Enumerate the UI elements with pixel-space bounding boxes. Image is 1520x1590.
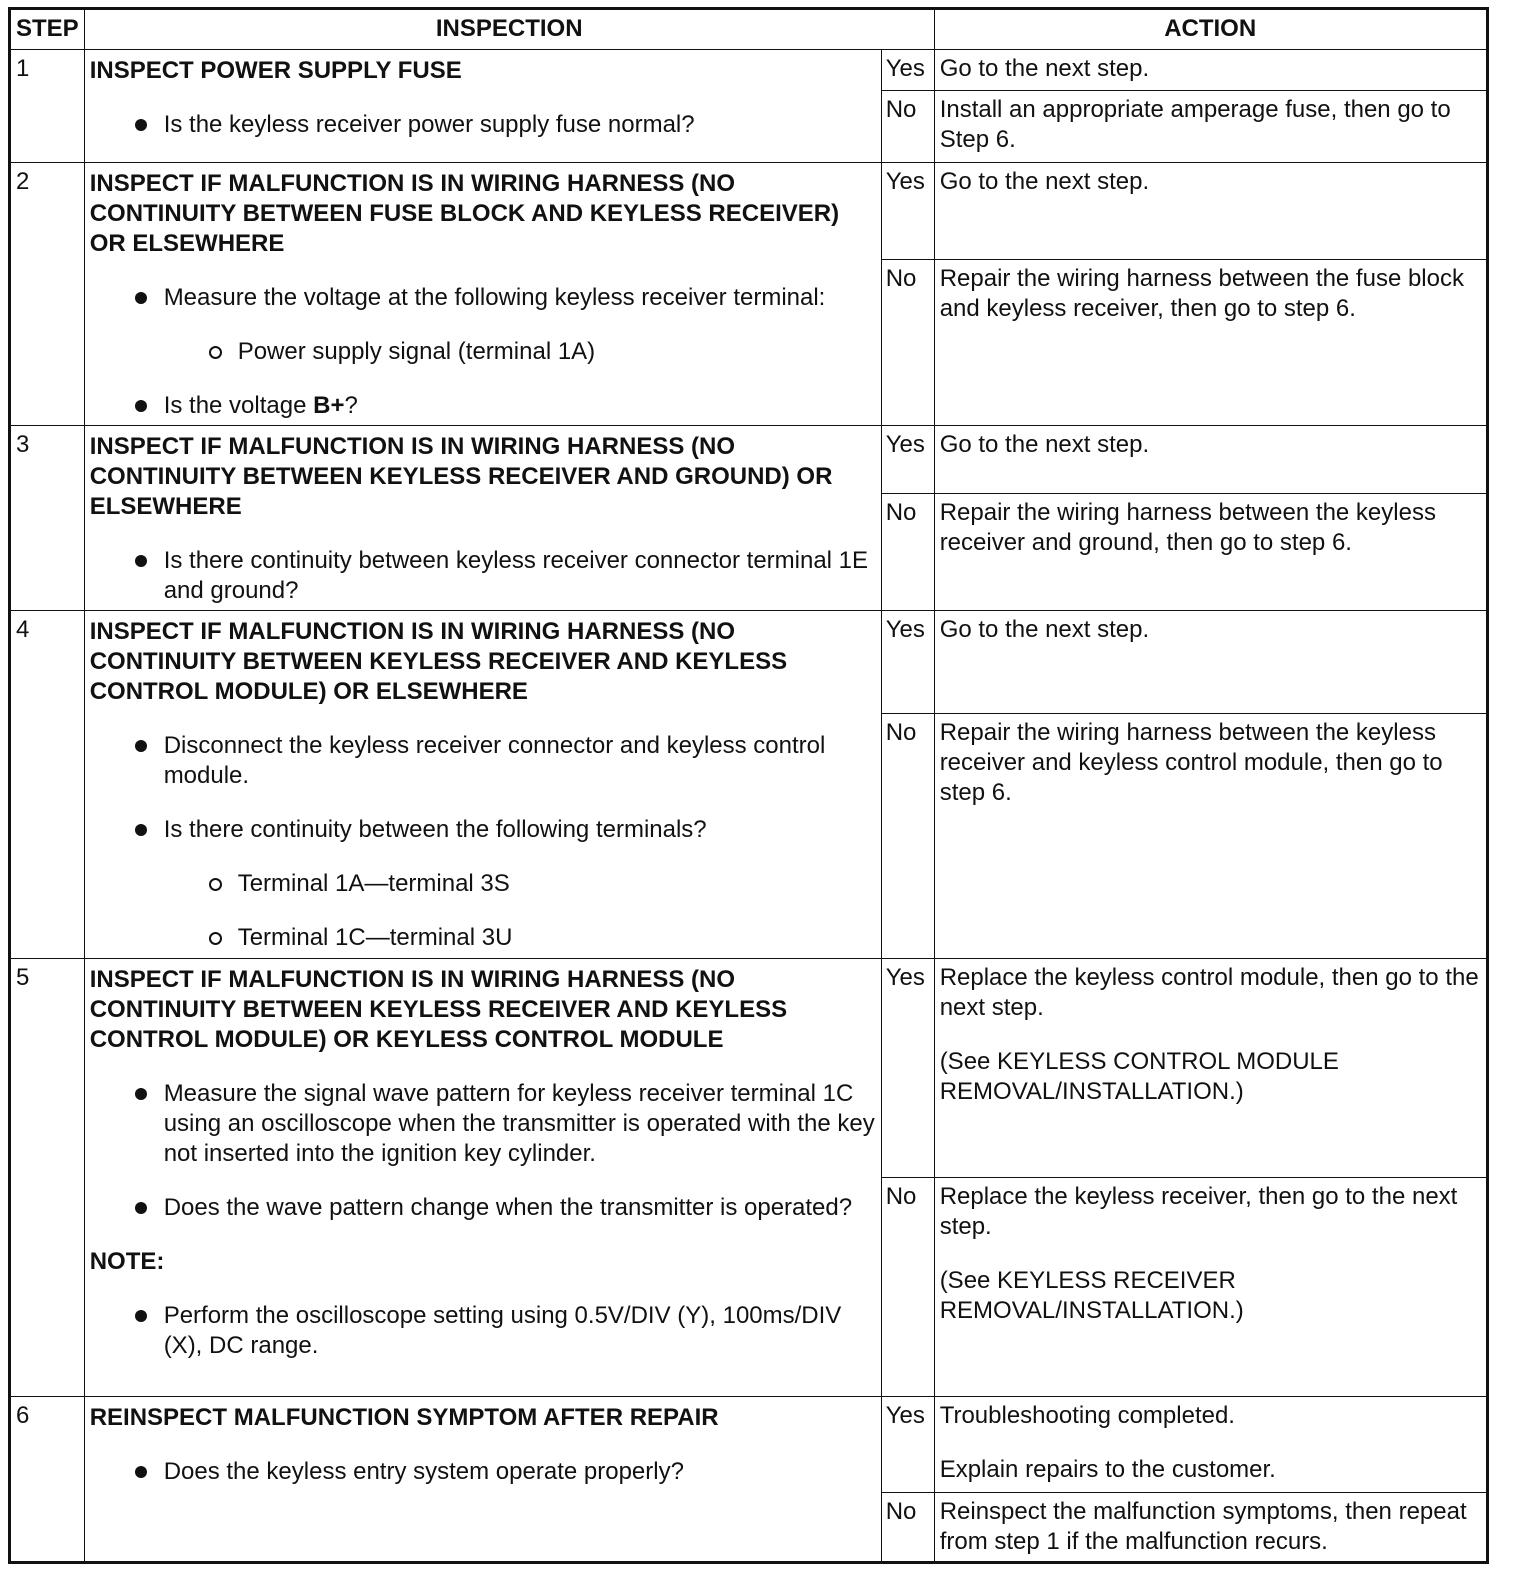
bullet-item: Perform the oscilloscope setting using 0.5V/DIV (Y), 100ms/DIV (X), DC range. — [90, 1301, 876, 1361]
yes-label: Yes — [881, 1397, 934, 1493]
bold-value: B+ — [313, 392, 345, 419]
no-label: No — [881, 494, 934, 611]
action-paragraph: Replace the keyless receiver, then go to the next step. — [939, 1183, 1458, 1240]
step-number: 4 — [10, 611, 85, 959]
table-row — [10, 50, 1488, 91]
step-title: INSPECT IF MALFUNCTION IS IN WIRING HARNESS (NO CONTINUITY BETWEEN FUSE BLOCK AND KEYLESS RECEIVER) OR ELSEWHERE — [89, 170, 840, 257]
no-action: Install an appropriate amperage fuse, then go to Step 6. — [934, 91, 1487, 163]
step-title: REINSPECT MALFUNCTION SYMPTOM AFTER REPAIR — [89, 1404, 719, 1431]
step-title: INSPECT IF MALFUNCTION IS IN WIRING HARNESS (NO CONTINUITY BETWEEN KEYLESS RECEIVER AND KEYLESS CONTROL MODULE) OR KEYLESS CONTROL MODULE — [89, 966, 788, 1053]
table-row — [10, 1397, 1488, 1493]
action-paragraph: Troubleshooting completed. — [939, 1402, 1235, 1429]
step-number: 6 — [10, 1397, 85, 1563]
sub-bullet-item: Terminal 1C—terminal 3U — [90, 923, 876, 953]
step-title: INSPECT IF MALFUNCTION IS IN WIRING HARNESS (NO CONTINUITY BETWEEN KEYLESS RECEIVER AND GROUND) OR ELSEWHERE — [89, 433, 833, 520]
note-label: NOTE: — [89, 1248, 165, 1275]
table-row — [10, 426, 1488, 494]
sub-bullet-item: Power supply signal (terminal 1A) — [90, 337, 876, 367]
yes-action: Go to the next step. — [934, 426, 1487, 494]
yes-action: Go to the next step. — [934, 163, 1487, 260]
bullet-item: Measure the voltage at the following keyless receiver terminal: — [90, 283, 876, 313]
yes-action: Go to the next step. — [934, 611, 1487, 714]
step-column-header: STEP — [10, 9, 85, 50]
bullet-text: Is the voltage — [163, 392, 314, 419]
step-number: 2 — [10, 163, 85, 426]
no-label: No — [881, 260, 934, 426]
yes-label: Yes — [881, 959, 934, 1178]
bullet-text: ? — [344, 392, 358, 419]
inspection-cell — [84, 50, 881, 163]
inspection-cell — [84, 611, 881, 959]
yes-label: Yes — [881, 163, 934, 260]
action-column-header: ACTION — [934, 9, 1487, 50]
action-reference: (See KEYLESS RECEIVER REMOVAL/INSTALLATION.) — [939, 1267, 1244, 1324]
no-action: Reinspect the malfunction symptoms, then repeat from step 1 if the malfunction recurs. — [934, 1493, 1487, 1563]
bullet-item: Does the wave pattern change when the transmitter is operated? — [90, 1193, 876, 1223]
no-label: No — [881, 714, 934, 959]
bullet-item — [90, 391, 876, 421]
sub-bullet-item: Terminal 1A—terminal 3S — [90, 869, 876, 899]
yes-action — [934, 959, 1487, 1178]
no-label: No — [881, 91, 934, 163]
inspection-cell — [84, 1397, 881, 1563]
yes-label: Yes — [881, 611, 934, 714]
inspection-cell — [84, 163, 881, 426]
no-action: Repair the wiring harness between the keyless receiver and ground, then go to step 6. — [934, 494, 1487, 611]
table-row — [10, 163, 1488, 260]
bullet-item: Measure the signal wave pattern for keyless receiver terminal 1C using an oscilloscope when the transmitter is operated with the key not inserted into the ignition key cylinder. — [90, 1079, 876, 1169]
bullet-item: Is the keyless receiver power supply fuse normal? — [90, 110, 876, 140]
yes-label: Yes — [881, 50, 934, 91]
header-row — [10, 9, 1488, 50]
action-reference: (See KEYLESS CONTROL MODULE REMOVAL/INSTALLATION.) — [939, 1048, 1339, 1105]
table-row — [10, 959, 1488, 1178]
bullet-item: Does the keyless entry system operate properly? — [90, 1457, 876, 1487]
yes-label: Yes — [881, 426, 934, 494]
bullet-item: Is there continuity between keyless receiver connector terminal 1E and ground? — [90, 546, 876, 606]
no-action: Repair the wiring harness between the keyless receiver and keyless control module, then go to step 6. — [934, 714, 1487, 959]
troubleshooting-table-container — [8, 7, 1489, 1564]
troubleshooting-table — [8, 7, 1489, 1564]
action-paragraph: Explain repairs to the customer. — [939, 1456, 1276, 1483]
bullet-item: Is there continuity between the following terminals? — [90, 815, 876, 845]
no-action — [934, 1178, 1487, 1397]
yes-action: Go to the next step. — [934, 50, 1487, 91]
step-title: INSPECT IF MALFUNCTION IS IN WIRING HARNESS (NO CONTINUITY BETWEEN KEYLESS RECEIVER AND KEYLESS CONTROL MODULE) OR ELSEWHERE — [89, 618, 788, 705]
step-number: 3 — [10, 426, 85, 611]
inspection-column-header: INSPECTION — [84, 9, 934, 50]
step-number: 1 — [10, 50, 85, 163]
bullet-item: Disconnect the keyless receiver connector and keyless control module. — [90, 731, 876, 791]
no-label: No — [881, 1178, 934, 1397]
yes-action — [934, 1397, 1487, 1493]
table-row — [10, 611, 1488, 714]
step-number: 5 — [10, 959, 85, 1397]
action-paragraph: Replace the keyless control module, then go to the next step. — [939, 964, 1479, 1021]
inspection-cell — [84, 426, 881, 611]
no-action: Repair the wiring harness between the fuse block and keyless receiver, then go to step 6. — [934, 260, 1487, 426]
step-title: INSPECT POWER SUPPLY FUSE — [89, 57, 462, 84]
inspection-cell — [84, 959, 881, 1397]
no-label: No — [881, 1493, 934, 1563]
